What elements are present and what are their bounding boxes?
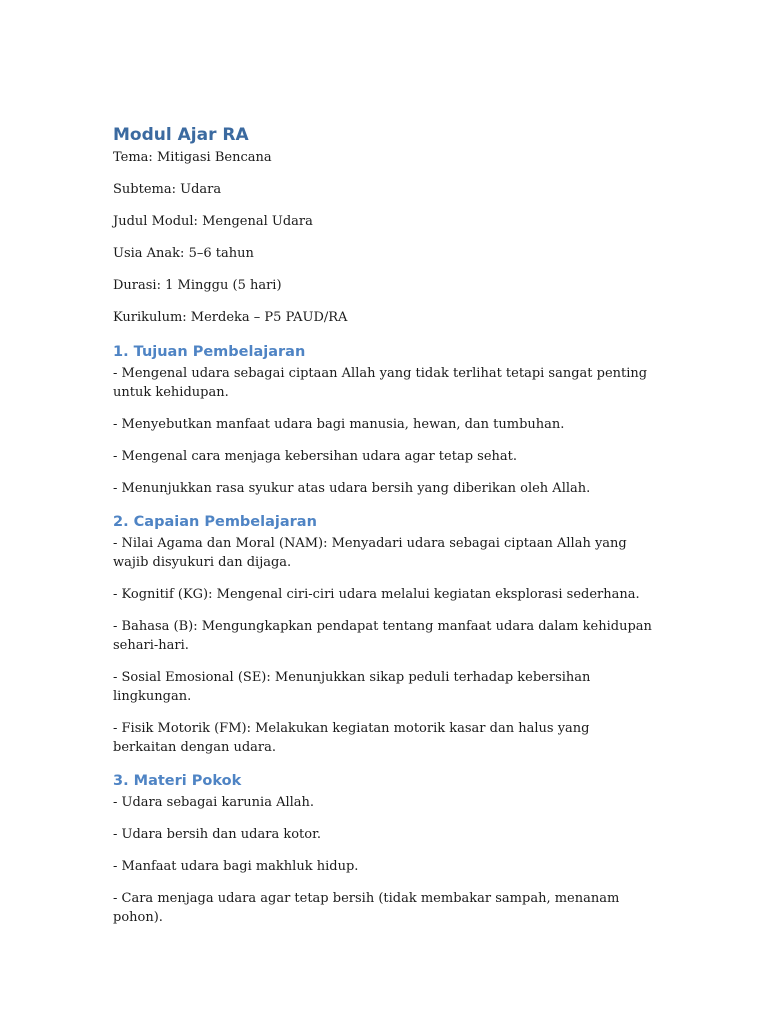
section-heading: 2. Capaian Pembelajaran xyxy=(113,514,317,530)
list-item: - Menunjukkan rasa syukur atas udara bersih yang diberikan oleh Allah. xyxy=(113,481,591,496)
list-item: - Cara menjaga udara agar tetap bersih (tidak membakar sampah, menanam pohon). xyxy=(113,891,620,925)
list-item: - Mengenal udara sebagai ciptaan Allah yang tidak terlihat tetapi sangat penting untuk kehidupan. xyxy=(113,366,648,400)
meta-usia-anak: Usia Anak: 5–6 tahun xyxy=(113,246,254,261)
section-tujuan-pembelajaran xyxy=(113,342,653,498)
section-heading: 1. Tujuan Pembelajaran xyxy=(113,344,306,360)
list-item: - Menyebutkan manfaat udara bagi manusia, hewan, dan tumbuhan. xyxy=(113,417,565,432)
section-heading: 3. Materi Pokok xyxy=(113,773,242,789)
list-item: - Fisik Motorik (FM): Melakukan kegiatan motorik kasar dan halus yang berkaitan dengan udara. xyxy=(113,721,590,755)
meta-judul-modul: Judul Modul: Mengenal Udara xyxy=(113,214,313,229)
section-list xyxy=(113,534,653,757)
section-list xyxy=(113,364,653,498)
section-capaian-pembelajaran xyxy=(113,512,653,757)
list-item: - Udara sebagai karunia Allah. xyxy=(113,795,315,810)
list-item: - Mengenal cara menjaga kebersihan udara agar tetap sehat. xyxy=(113,449,517,464)
section-list xyxy=(113,793,653,927)
list-item: - Sosial Emosional (SE): Menunjukkan sikap peduli terhadap kebersihan lingkungan. xyxy=(113,670,591,704)
list-item: - Nilai Agama dan Moral (NAM): Menyadari udara sebagai ciptaan Allah yang wajib disyukuri dan dijaga. xyxy=(113,536,627,570)
list-item: - Manfaat udara bagi makhluk hidup. xyxy=(113,859,359,874)
list-item: - Bahasa (B): Mengungkapkan pendapat tentang manfaat udara dalam kehidupan sehari-hari. xyxy=(113,619,652,653)
list-item: - Udara bersih dan udara kotor. xyxy=(113,827,322,842)
document-content xyxy=(113,124,653,941)
list-item: - Kognitif (KG): Mengenal ciri-ciri udara melalui kegiatan eksplorasi sederhana. xyxy=(113,587,640,602)
module-meta xyxy=(113,148,653,327)
meta-subtema: Subtema: Udara xyxy=(113,182,222,197)
document-title: Modul Ajar RA xyxy=(113,125,249,145)
meta-tema: Tema: Mitigasi Bencana xyxy=(113,150,272,165)
meta-kurikulum: Kurikulum: Merdeka – P5 PAUD/RA xyxy=(113,310,348,325)
section-materi-pokok xyxy=(113,771,653,927)
meta-durasi: Durasi: 1 Minggu (5 hari) xyxy=(113,278,282,293)
